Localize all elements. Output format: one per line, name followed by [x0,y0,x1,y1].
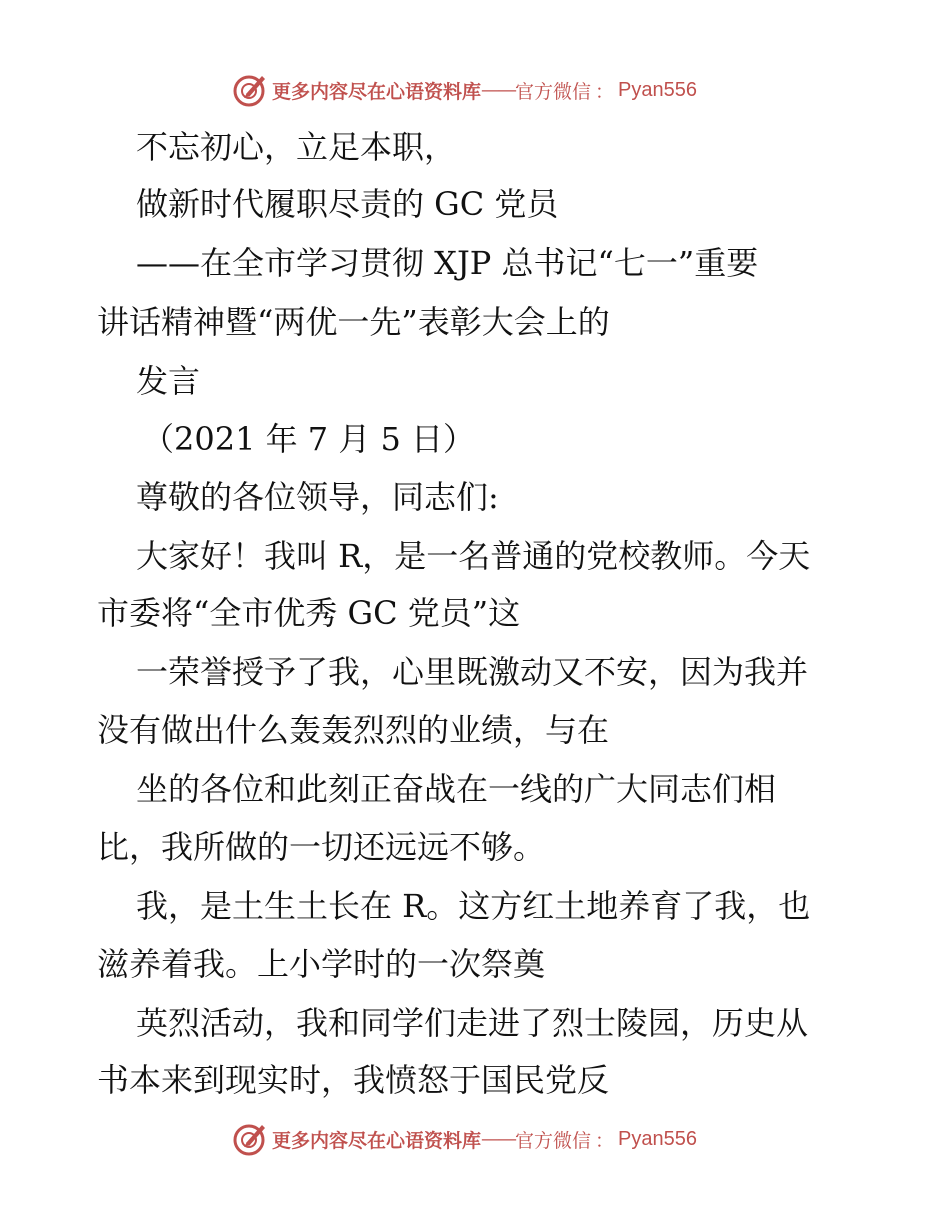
paragraph-line: 大家好！我叫 R，是一名普通的党校教师。今天 [136,537,811,575]
header-watermark [232,70,697,110]
paragraph-line: 一荣誉授予了我，心里既激动又不安，因为我并 [136,653,809,691]
paragraph-line: 市委将“全市优秀 GC 党员”这 [97,594,521,632]
paragraph-line: 没有做出什么轰轰烈烈的业绩，与在 [97,711,610,749]
paragraph-line: 比，我所做的一切还远远不够。 [97,828,546,866]
footer-watermark-text: 更多内容尽在心语资料库 [272,1129,482,1152]
title-line-2: 做新时代履职尽责的 GC 党员 [136,185,559,223]
subtitle-line-3: 发言 [136,362,201,400]
header-watermark-separator: —— [481,79,516,101]
footer-watermark [232,1119,697,1159]
paragraph-line: 英烈活动，我和同学们走进了烈士陵园，历史从 [136,1004,809,1042]
date-line: （2021 年 7 月 5 日） [142,420,476,458]
subtitle-line-1: ——在全市学习贯彻 XJP 总书记“七一”重要 [136,244,759,282]
salutation-line: 尊敬的各位领导，同志们: [136,478,499,516]
quill-logo-icon [232,72,268,108]
paragraph-line: 我，是土生土长在 R。这方红土地养育了我，也 [136,887,811,925]
footer-watermark-id: Pyan556 [618,1127,698,1150]
paragraph-line: 坐的各位和此刻正奋战在一线的广大同志们相 [136,770,777,808]
header-watermark-colon: ： [595,80,615,103]
footer-watermark-label: 官方微信 [515,1129,592,1152]
header-watermark-label: 官方微信 [515,80,592,103]
paragraph-line: 滋养着我。上小学时的一次祭奠 [97,945,546,983]
title-line-1: 不忘初心，立足本职， [136,128,457,166]
footer-watermark-colon: ： [595,1129,615,1152]
subtitle-line-2: 讲话精神暨“两优一先”表彰大会上的 [97,303,610,341]
footer-watermark-separator: —— [481,1128,516,1150]
header-watermark-id: Pyan556 [618,78,698,101]
header-watermark-text: 更多内容尽在心语资料库 [272,80,482,103]
quill-logo-icon [232,1121,268,1157]
paragraph-line: 书本来到现实时，我愤怒于国民党反 [97,1061,610,1099]
